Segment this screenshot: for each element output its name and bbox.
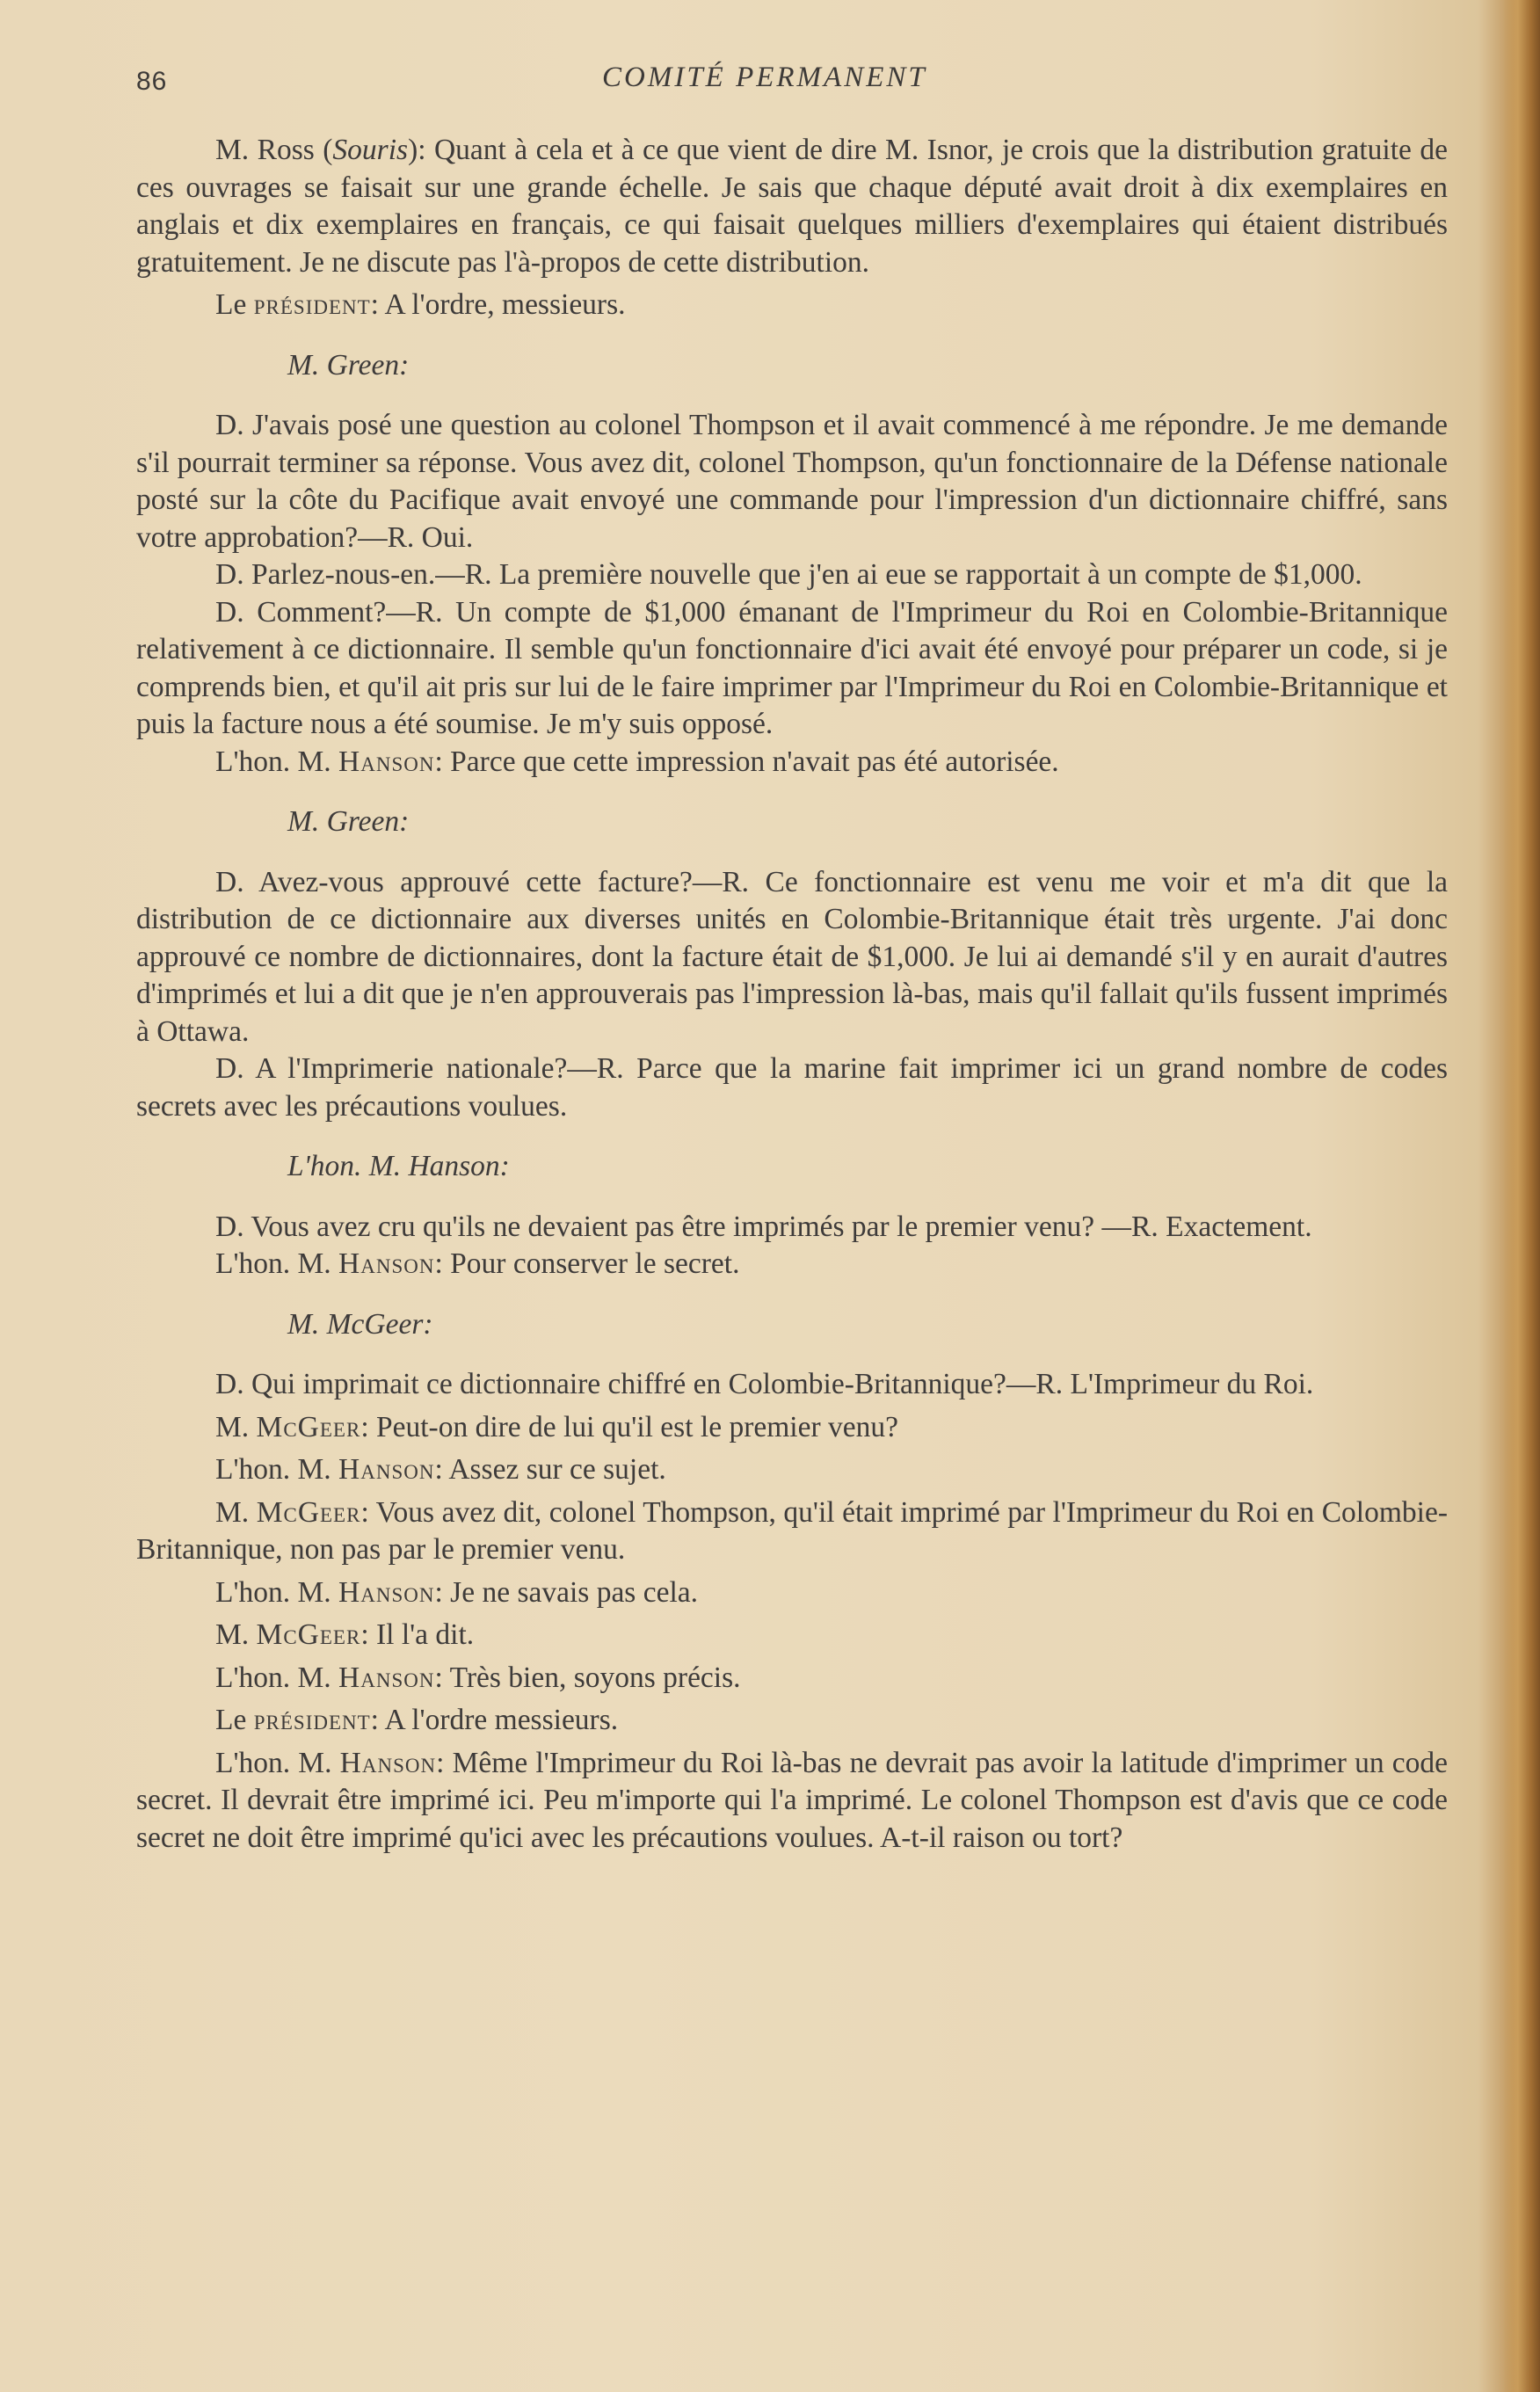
paragraph-text: Même l'Imprimeur du Roi là-bas ne devrait pas avoir la latitude d'imprimer un code secret. Il devrait être imprimé ici. Peu m'importe qui l'a imprimé. Le colonel Thompson est d'avis que ce code secret ne doit être imprimé qu'ici avec les précautions voulues. A-t-il raison ou tort?: [136, 1746, 1449, 1854]
paragraph-mcgeer: M. McGeer: Vous avez dit, colonel Thompson, qu'il était imprimé par l'Imprimeur du Roi en Colombie-Britannique, non pas par le premier venu.: [136, 1495, 1448, 1566]
speaker-prefix: L'hon. M.: [215, 745, 331, 778]
paragraph-mcgeer: M. McGeer: Il l'a dit.: [215, 1618, 475, 1651]
paragraph-text: Je ne savais pas cela.: [450, 1575, 699, 1609]
speaker-name: McGeer: [256, 1410, 361, 1443]
speaker-name: McGeer: [256, 1618, 361, 1651]
paragraph-text: Peut-on dire de lui qu'il est le premier venu?: [376, 1410, 898, 1443]
paragraph-ross: M. Ross (Souris): Quant à cela et à ce que vient de dire M. Isnor, je crois que la distribution gratuite de ces ouvrages se faisait sur une grande échelle. Je sais que chaque député avait droit à dix exemplaires en anglais et dix exemplaires en français, ce qui faisait quelques milliers d'exemplaires qui étaient distribués gratuitement. Je ne discute pas l'à-propos de cette distribution.: [136, 134, 1448, 279]
paragraph-hanson: L'hon. M. Hanson: Parce que cette impression n'avait pas été autorisée.: [215, 745, 1059, 778]
speaker-name: Hanson: [338, 1247, 435, 1280]
speaker-name: M. Ross: [215, 134, 315, 166]
page-edge: [1503, 0, 1540, 2392]
paragraph-president: Le président: A l'ordre, messieurs.: [215, 288, 626, 321]
paragraph-hanson: L'hon. M. Hanson: Assez sur ce sujet.: [215, 1453, 666, 1486]
speaker-name: Hanson: [338, 1575, 435, 1609]
speaker-prefix: Le: [215, 288, 247, 321]
question-answer: D. Qui imprimait ce dictionnaire chiffré en Colombie-Britannique?—R. L'Imprimeur du Roi.: [215, 1368, 1314, 1400]
speaker-prefix: M.: [215, 1410, 250, 1443]
question-answer: D. Vous avez cru qu'ils ne devaient pas être imprimés par le premier venu? —R. Exactement.: [215, 1210, 1312, 1243]
speaker-name: McGeer: [256, 1495, 361, 1529]
speaker-name: président: [253, 1704, 371, 1736]
paragraph-text: Quant à cela et à ce que vient de dire M. Isnor, je crois que la distribution gratuite de ces ouvrages se faisait sur une grande échelle. Je sais que chaque député avait droit à dix exemplaires en anglais et dix exemplaires en français, ce qui faisait quelques milliers d'exemplaires qui étaient distribués gratuitement. Je ne discute pas l'à-propos de cette distribution.: [136, 134, 1448, 279]
paragraph-mcgeer: M. McGeer: Peut-on dire de lui qu'il est le premier venu?: [215, 1410, 898, 1443]
paragraph-hanson: L'hon. M. Hanson: Je ne savais pas cela.: [215, 1575, 699, 1609]
paragraph-text: A l'ordre messieurs.: [384, 1704, 619, 1736]
speaker-name: Hanson: [338, 745, 435, 778]
speaker-prefix: L'hon. M.: [215, 1575, 331, 1609]
paragraph-text: A l'ordre, messieurs.: [384, 288, 626, 321]
speaker-heading: M. Green:: [287, 348, 410, 382]
paragraph-text: Très bien, soyons précis.: [449, 1661, 741, 1694]
paragraph-hanson: L'hon. M. Hanson: Même l'Imprimeur du Roi là-bas ne devrait pas avoir la latitude d'imprimer un code secret. Il devrait être imprimé ici. Peu m'importe qui l'a imprimé. Le colonel Thompson est d'avis que ce code secret ne doit être imprimé qu'ici avec les précautions voulues. A-t-il raison ou tort?: [136, 1746, 1449, 1854]
speaker-prefix: L'hon. M.: [215, 1746, 332, 1779]
question-answer: D. Avez-vous approuvé cette facture?—R. Ce fonctionnaire est venu me voir et m'a dit que la distribution de ce dictionnaire aux diverses unités en Colombie-Britannique était très urgente. J'ai donc approuvé ce nombre de dictionnaires, dont la facture était de $1,000. Je lui ai demandé s'il y en aurait d'autres d'imprimés et lui a dit que je n'en approuverais pas l'impression là-bas, mais qu'il fallait qu'ils fussent imprimés à Ottawa.: [136, 865, 1448, 1048]
speaker-heading: M. Green:: [287, 805, 410, 838]
speaker-riding: Souris: [332, 134, 409, 166]
speaker-heading: L'hon. M. Hanson:: [287, 1150, 510, 1182]
speaker-prefix: Le: [215, 1704, 247, 1736]
page-header: [136, 62, 1442, 105]
paragraph-text: Il l'a dit.: [376, 1618, 475, 1651]
speaker-heading: M. McGeer:: [287, 1307, 433, 1341]
running-title: COMITÉ PERMANENT: [602, 62, 927, 93]
speaker-prefix: L'hon. M.: [215, 1661, 331, 1694]
question-answer: D. Comment?—R. Un compte de $1,000 émanant de l'Imprimeur du Roi en Colombie-Britannique relativement à ce dictionnaire. Il semble qu'un fonctionnaire d'ici avait été envoyé pour préparer un code, si je comprends bien, et qu'il ait pris sur lui de le faire imprimer par l'Imprimeur du Roi en Colombie-Britannique et puis la facture nous a été soumise. Je m'y suis opposé.: [136, 595, 1448, 740]
speaker-prefix: M.: [215, 1495, 250, 1529]
page-number: 86: [136, 67, 168, 96]
speaker-prefix: L'hon. M.: [215, 1247, 331, 1280]
paragraph-text: Vous avez dit, colonel Thompson, qu'il était imprimé par l'Imprimeur du Roi en Colombie-Britannique, non pas par le premier venu.: [136, 1495, 1448, 1566]
paragraph-text: Parce que cette impression n'avait pas été autorisée.: [450, 745, 1059, 778]
speaker-name: Hanson: [338, 1661, 435, 1694]
paragraph-hanson: L'hon. M. Hanson: Très bien, soyons précis.: [215, 1661, 741, 1694]
paragraph-text: Assez sur ce sujet.: [448, 1453, 666, 1486]
speaker-prefix: L'hon. M.: [215, 1453, 331, 1486]
paragraph-text: Pour conserver le secret.: [450, 1247, 740, 1280]
speaker-name: Hanson: [338, 1453, 435, 1486]
page-body: [136, 132, 1448, 1857]
question-answer: D. J'avais posé une question au colonel Thompson et il avait commencé à me répondre. Je me demande s'il pourrait terminer sa réponse. Vous avez dit, colonel Thompson, qu'un fonctionnaire de la Défense nationale posté sur la côte du Pacifique avait envoyé une commande pour l'impression d'un dictionnaire chiffré, sans votre approbation?—R. Oui.: [136, 409, 1448, 554]
speaker-name: Hanson: [339, 1746, 437, 1779]
question-answer: D. A l'Imprimerie nationale?—R. Parce que la marine fait imprimer ici un grand nombre de codes secrets avec les précautions voulues.: [136, 1052, 1448, 1123]
speaker-name: président: [253, 288, 371, 321]
paragraph-hanson: L'hon. M. Hanson: Pour conserver le secret.: [215, 1247, 740, 1280]
paragraph-president: Le président: A l'ordre messieurs.: [215, 1704, 619, 1736]
speaker-prefix: M.: [215, 1618, 250, 1651]
question-answer: D. Parlez-nous-en.—R. La première nouvelle que j'en ai eue se rapportait à un compte de $1,000.: [215, 558, 1362, 591]
